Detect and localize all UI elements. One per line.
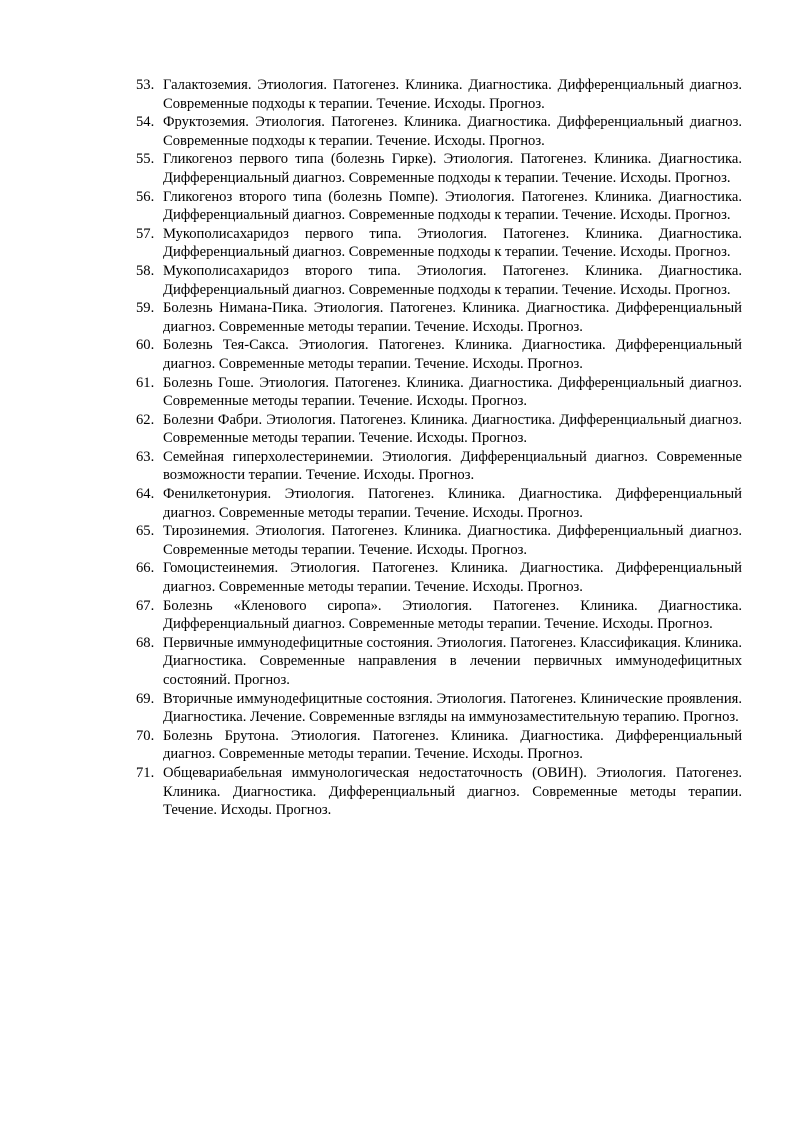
question-text: Первичные иммунодефицитные состояния. Этиология. Патогенез. Классификация. Клиника. Диагностика. Современные направления в лечении первичных иммунодефицитных состояний. Прогноз. [163, 634, 742, 688]
question-text: Болезнь «Кленового сиропа». Этиология. Патогенез. Клиника. Диагностика. Дифференциальный диагноз. Современные методы терапии. Течение. Исходы. Прогноз. [163, 597, 742, 633]
question-number: 63. [136, 448, 155, 465]
question-number: 61. [136, 374, 155, 391]
question-number: 67. [136, 597, 155, 614]
question-item [136, 299, 742, 336]
question-text: Вторичные иммунодефицитные состояния. Этиология. Патогенез. Клинические проявления. Диагностика. Лечение. Современные взгляды на иммунозаместительную терапию. Прогноз. [163, 690, 742, 726]
question-number: 57. [136, 225, 155, 242]
question-text: Болезнь Нимана-Пика. Этиология. Патогенез. Клиника. Диагностика. Дифференциальный диагноз. Современные методы терапии. Течение. Исходы. Прогноз. [163, 300, 742, 335]
question-text: Фруктоземия. Этиология. Патогенез. Клиника. Диагностика. Дифференциальный диагноз. Современные подходы к терапии. Течение. Исходы. Прогноз. [163, 114, 742, 149]
question-item [136, 113, 742, 150]
question-item [136, 336, 742, 373]
question-item [136, 76, 742, 113]
question-number: 70. [136, 727, 155, 744]
question-item [136, 411, 742, 448]
question-item [136, 764, 742, 820]
question-item [136, 262, 742, 299]
question-number: 64. [136, 486, 155, 503]
question-number: 68. [136, 634, 155, 651]
question-number: 53. [136, 77, 155, 93]
question-text: Болезни Фабри. Этиология. Патогенез. Клиника. Диагностика. Дифференциальный диагноз. Современные методы терапии. Течение. Исходы. Прогноз. [163, 411, 742, 447]
question-number: 66. [136, 560, 155, 577]
question-item [136, 634, 742, 690]
question-item [136, 150, 742, 187]
question-item [136, 559, 742, 596]
question-text: Тирозинемия. Этиология. Патогенез. Клиника. Диагностика. Дифференциальный диагноз. Современные методы терапии. Течение. Исходы. Прогноз. [163, 523, 742, 558]
question-text: Гликогеноз второго типа (болезнь Помпе). Этиология. Патогенез. Клиника. Диагностика. Дифференциальный диагноз. Современные подходы к терапии. Течение. Исходы. Прогноз. [163, 188, 742, 224]
question-list [136, 76, 742, 820]
question-number: 71. [136, 764, 155, 781]
question-text: Болезнь Брутона. Этиология. Патогенез. Клиника. Диагностика. Дифференциальный диагноз. Современные методы терапии. Течение. Исходы. Прогноз. [163, 727, 742, 763]
question-item [136, 522, 742, 559]
question-item [136, 448, 742, 485]
question-text: Общевариабельная иммунологическая недостаточность (ОВИН). Этиология. Патогенез. Клиника. Диагностика. Дифференциальный диагноз. Современные методы терапии. Течение. Исходы. Прогноз. [163, 764, 742, 819]
question-text: Галактоземия. Этиология. Патогенез. Клиника. Диагностика. Дифференциальный диагноз. Современные подходы к терапии. Течение. Исходы. Прогноз. [163, 77, 742, 112]
question-number: 60. [136, 337, 155, 354]
question-number: 54. [136, 114, 155, 131]
question-text: Семейная гиперхолестеринемии. Этиология. Дифференциальный диагноз. Современные возможности терапии. Течение. Исходы. Прогноз. [163, 448, 742, 484]
question-number: 55. [136, 151, 155, 168]
question-number: 65. [136, 523, 155, 540]
question-text: Мукополисахаридоз первого типа. Этиология. Патогенез. Клиника. Диагностика. Дифференциальный диагноз. Современные подходы к терапии. Течение. Исходы. Прогноз. [163, 225, 742, 261]
question-number: 69. [136, 690, 155, 707]
question-number: 62. [136, 411, 155, 428]
question-text: Гликогеноз первого типа (болезнь Гирке). Этиология. Патогенез. Клиника. Диагностика. Дифференциальный диагноз. Современные подходы к терапии. Течение. Исходы. Прогноз. [163, 151, 742, 186]
question-item [136, 374, 742, 411]
question-text: Болезнь Гоше. Этиология. Патогенез. Клиника. Диагностика. Дифференциальный диагноз. Современные методы терапии. Течение. Исходы. Прогноз. [163, 374, 742, 410]
question-text: Болезнь Тея-Сакса. Этиология. Патогенез. Клиника. Диагностика. Дифференциальный диагноз. Современные методы терапии. Течение. Исходы. Прогноз. [163, 337, 742, 372]
question-item [136, 727, 742, 764]
question-text: Гомоцистеинемия. Этиология. Патогенез. Клиника. Диагностика. Дифференциальный диагноз. Современные методы терапии. Течение. Исходы. Прогноз. [163, 560, 742, 596]
question-number: 59. [136, 300, 155, 317]
question-item [136, 225, 742, 262]
question-item [136, 188, 742, 225]
question-item [136, 485, 742, 522]
question-number: 58. [136, 262, 155, 279]
question-text: Фенилкетонурия. Этиология. Патогенез. Клиника. Диагностика. Дифференциальный диагноз. Современные методы терапии. Течение. Исходы. Прогноз. [163, 486, 742, 521]
question-number: 56. [136, 188, 155, 205]
question-item [136, 597, 742, 634]
question-item [136, 690, 742, 727]
question-text: Мукополисахаридоз второго типа. Этиология. Патогенез. Клиника. Диагностика. Дифференциальный диагноз. Современные подходы к терапии. Течение. Исходы. Прогноз. [163, 262, 742, 298]
